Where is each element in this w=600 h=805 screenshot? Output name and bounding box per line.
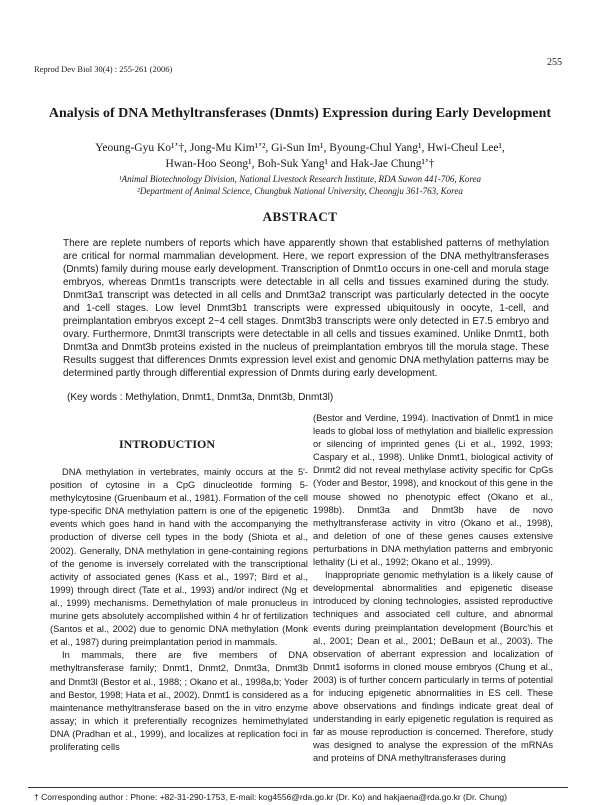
author-list-line-1: Yeoung-Gyu Ko¹ʼ†, Jong-Mu Kim¹ʼ², Gi-Sun Im¹, Byoung-Chul Yang¹, Hwi-Cheul Lee¹, [95,142,505,154]
intro-paragraph: In mammals, there are five members of DNA methyltransferase family; Dnmt1, Dnmt2, Dnmt3a, Dnmt3b and Dnmt3l (Bestor et al., 1988; ; Okano et al., 1998a,b; Yoder and Bestor, 1998; Hata et al., 2002). Dnmt1 is considered as a maintenance methyltransferase based on the in vitro enzyme assay; in which it preferentially recognizes hemimethylated DNA (Pradhan et al., 1999), and localizes at replication foci in proliferating cells [50,650,308,752]
intro-paragraph: DNA methylation in vertebrates, mainly occurs at the 5'-position of cytosine in a CpG dinucleotide forming 5-methylcytosine (Gruenbaum et al., 1981). Formation of the cell type-specific DNA methylation pattern is one of the epigenetic events which goes hand in hand with the accompanying the production of diverse cell types in the body (Shiota et al., 2002). Generally, DNA methylation in gene-containing regions of the genome is inversely correlated with the transcriptional activity of associated genes (Kass et al., 1997; Bird et al., 1999) through direct (Tate et al., 1993) and/or indirect (Ng et al., 1999) mechanisms. Demethylation of male pronucleus in murine gets absolutely accomplished within 4 hr of fertilization (Santos et al., 2002) due to genomic DNA methylation (Monk et al., 1987) during preimplantation period in mammals. [50,467,308,648]
abstract-body: There are replete numbers of reports which have apparently shown that established patterns of methylation are critical for normal mammalian development. Here, we report expression of the DNA methyltransferases (Dnmts) family during mouse early development. Transcription of Dnmt1o occurs in one-cell and morula stage embryos, whereas Dnmt1s transcripts were detectable in all cells and tissues examined during the study. Dnmt3a1 transcript was detected in all cells and Dnmt3a2 transcript was particularly detected in the oocyte and 1-cell stages. Low level Dnmt3b1 transcripts were expressed ubiquitously in oocyte, 1-cell, and preimplantation embryos except 2~4 cell stages. Dnmt3b3 transcripts were only detected in E7.5 embryo and ovary. Furthermore, Dnmt3l transcripts were detectable in all cells and tissues examined. Unlike Dnmt1, both Dnmt3a and Dnmt3b proteins existed in the nucleus of preimplantation embryos till the morula stage. These Results suggest that differences Dnmts expression level exist and genomic DNA methylation patterns may be determined partly through differential expression of Dnmts during early development. [63,238,549,379]
intro-paragraph: Inappropriate genomic methylation is a likely cause of developmental abnormalities and epigenetic disease introduced by cloning technologies, assisted reproductive techniques and associated cell culture, and abnormal events during preimplantation development (Bourc'his et al., 2001; Dean et al., 2001; DeBaun et al., 2003). The observation of aberrant expression and localization of Dnmt1 isoforms in cloned mouse embryos (Chung et al., 2003) is of further concern particularly in terms of potential for inducing epigenetic abnormalities in ES cell. These above observations and findings indicate great deal of understanding in early epigenetic regulation is required as far as mouse reproduction is concerned. Therefore, study was designed to analyse the expression of the mRNAs and proteins of DNA methyltransferases during [313,570,553,764]
corresponding-author-footnote: † Corresponding author : Phone: +82-31-290-1753, E-mail: kog4556@rda.go.kr (Dr. Ko) and hakjaena@rda.go.kr (Dr. Chung) [34,792,507,802]
right-column [313,412,553,766]
intro-paragraph: (Bestor and Verdine, 1994). Inactivation of Dnmt1 in mice leads to global loss of methylation and biallelic expression or silencing of imprinted genes (Li et al., 1992, 1993; Caspary et al., 1998). Unlike Dnmt1, biological activity of Dnmt2 did not reveal methylase activity specific for CpGs (Yoder and Bestor, 1998), and knockout of this gene in the mouse showed no phenotypic effect (Okano et al., 1998b). Dnmt3a and Dnmt3b have de novo methyltransferase activity in vitro (Okano et al., 1998), and deletion of one of these genes causes extensive perturbations in DNA methylation patterns and embryonic lethality (Li et al., 1992; Okano et al., 1999). [313,413,553,568]
page-number: 255 [547,57,562,68]
footnote-divider [28,787,568,788]
affiliation-1: ¹Animal Biotechnology Division, National Livestock Research Institute, RDA Suwon 441-706, Korea [118,174,482,184]
journal-reference: Reprod Dev Biol 30(4) : 255-261 (2006) [34,64,173,74]
article-title: Analysis of DNA Methyltransferases (Dnmts) Expression during Early Development [48,106,552,121]
author-list-line-2: Hwan-Hoo Seong¹, Boh-Suk Yang¹ and Hak-Jae Chung¹ʼ† [165,158,435,170]
keywords: (Key words : Methylation, Dnmt1, Dnmt3a, Dnmt3b, Dnmt3l) [67,392,334,403]
introduction-heading: INTRODUCTION [118,437,215,451]
left-column [50,466,308,754]
affiliation-2: ²Department of Animal Science, Chungbuk National University, Cheongju 361-763, Korea [137,186,463,196]
abstract-heading: ABSTRACT [262,209,338,224]
